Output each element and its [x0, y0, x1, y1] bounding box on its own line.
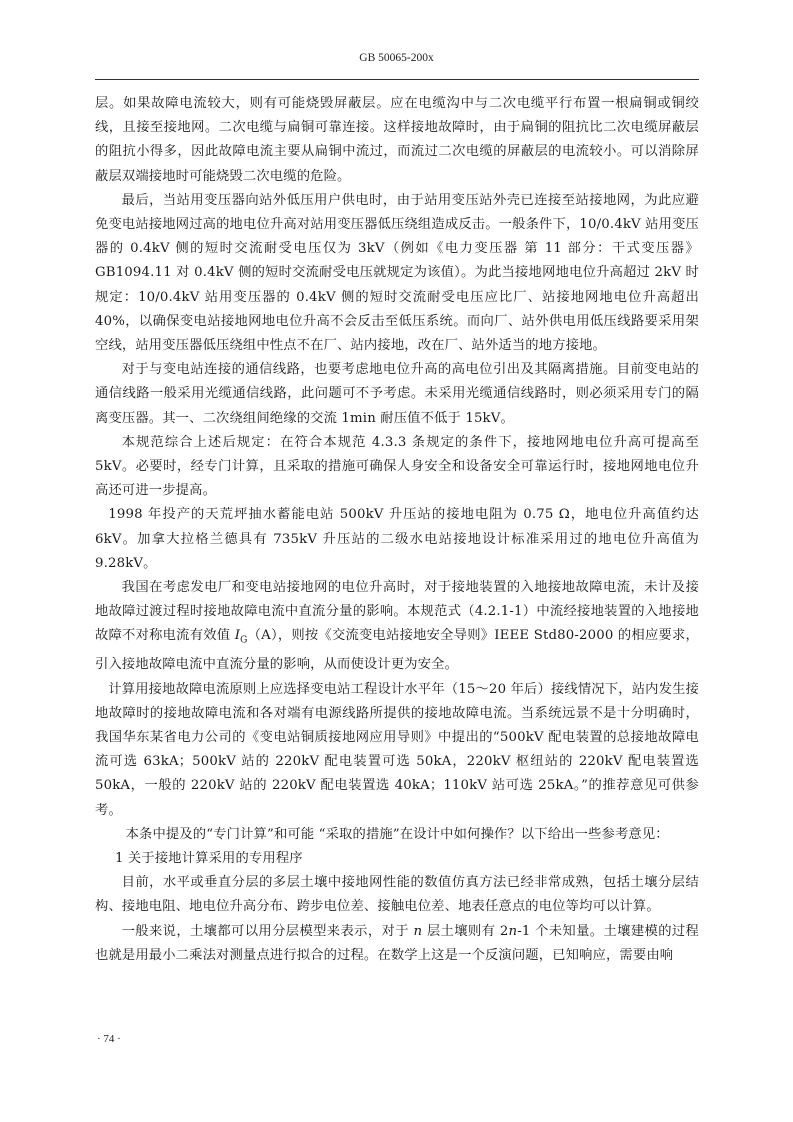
layer-count-symbol: n [413, 923, 423, 939]
paragraph-operation-intro: 本条中提及的“专门计算”和可能 “采取的措施”在设计中如何操作？以下给出一些参考意见： [125, 826, 669, 842]
paragraph-communication-lines: 对于与变电站连接的通信线路，也要考虑地电位升高的高电位引出及其隔离措施。目前变电站的通信线路一般采用光缆通信线路，此问题可不予考虑。未采用光缆通信线路时，则必须采用专门的隔离变压器。其一、二次绕组间绝缘的交流 1min 耐压值不低于 15kV。 [95, 362, 699, 426]
current-symbol: I [234, 628, 241, 644]
layer-count-symbol-2: n [508, 923, 518, 939]
paragraph-tianhuangping-example: 1998 年投产的天荒坪抽水蓄能电站 500kV 升压站的接地电阻为 0.75 Ω，地电位升高值约达 6kV。加拿大拉格兰德具有 735kV 升压站的二级水电站接地设计标准采用过的地电位升高值为 9.28kV。 [95, 507, 699, 571]
paragraph-soil-model-part-c: -1 个未知量。土壤建模的过程也就是用最小二乘法对测量点进行拟合的过程。在数学上这是一个反演问题，已知响应，需要由响 [95, 923, 700, 963]
paragraph-fault-current-selection: 计算用接地故障电流原则上应选择变电站工程设计水平年（15～20 年后）接线情况下，站内发生接地故障时的接地故障电流和各对端有电源线路所提供的接地故障电流。当系统远景不是十分明确时，我国华东某省电力公司的《变电站铜质接地网应用导则》中提出的“500kV 配电装置的总接地故障电流可选 63kA；500kV 站的 220kV 配电装置可选 50kA，220kV 枢纽站的 220kV 配电装置选 50kA，一般的 220kV 站的 220kV 配电装置选 40kA；110kV 站可选 25kA。”的推荐意见可供参考。 [95, 681, 699, 818]
current-symbol-subscript: G [240, 636, 248, 647]
paragraph-soil-model [95, 920, 699, 968]
paragraph-item-heading: 1 关于接地计算采用的专用程序 [114, 850, 303, 866]
paragraph-soil-model-part-b: 层土壤则有 2 [422, 923, 509, 939]
paragraph-dc-component-part-a: 我国在考虑发电厂和变电站接地网的电位升高时，对于接地装置的入地接地故障电流，未计及接地故障过渡过程时接地故障电流中直流分量的影响。本规范式（4.2.1-1）中流经接地装置的入地接地故障不对称电流有效值 [95, 580, 699, 644]
paragraph-shielding: 层。如果故障电流较大，则有可能烧毁屏蔽层。应在电缆沟中与二次电缆平行布置一根扁铜或铜绞线，且接至接地网。二次电缆与扁铜可靠连接。这样接地故障时，由于扁铜的阻抗比二次电缆屏蔽层的阻抗小得多，因此故障电流主要从扁铜中流过，而流过二次电缆的屏蔽层的电流较小。可以消除屏蔽层双端接地时可能烧毁二次电缆的危险。 [95, 96, 699, 184]
paragraph-dc-component [95, 576, 699, 677]
page-number: · 74 · [97, 1033, 121, 1045]
paragraph-code-summary: 本规范综合上述后规定：在符合本规范 4.3.3 条规定的条件下，接地网地电位升高可提高至 5kV。必要时，经专门计算，且采取的措施可确保人身安全和设备安全可靠运行时，接地网地电位升高还可进一步提高。 [95, 434, 699, 499]
running-header: GB 50065-200x [359, 52, 434, 64]
paragraph-soil-model-part-a: 一般来说，土壤都可以用分层模型来表示，对于 [121, 923, 414, 939]
header-rule [95, 79, 699, 80]
paragraph-numerical-simulation: 目前，水平或垂直分层的多层土壤中接地网性能的数值仿真方法已经非常成熟，包括土壤分层结构、接地电阻、地电位升高分布、跨步电位差、接触电位差、地表任意点的电位等均可以计算。 [95, 875, 699, 915]
paragraph-dc-component-part-b: （A），则按《交流变电站接地安全导则》IEEE Std80-2000 的相应要求，引入接地故障电流中直流分量的影响，从而使设计更为安全。 [95, 628, 699, 673]
paragraph-station-transformer: 最后，当站用变压器向站外低压用户供电时，由于站用变压站外壳已连接至站接地网，为此应避免变电站接地网过高的地电位升高对站用变压器低压绕组造成反击。一般条件下，10/0.4kV 站用变压器的 0.4kV 侧的短时交流耐受电压仅为 3kV（例如《电力变压器 第 11 部分：干式变压器》GB1094.11 对 0.4kV 侧的短时交流耐受电压就规定为该值）。为此当接地网地电位升高超过 2kV 时规定：10/0.4kV 站用变压器的 0.4kV 侧的短时交流耐受电压应比厂、站接地网地电位升高超出 40%，以确保变电站接地网地电位升高不会反击至低压系统。而向厂、站外供电用低压线路要采用架空线，站用变压器低压绕组中性点不在厂、站内接地，改在厂、站外适当的地方接地。 [95, 192, 699, 354]
body-text [95, 92, 699, 968]
